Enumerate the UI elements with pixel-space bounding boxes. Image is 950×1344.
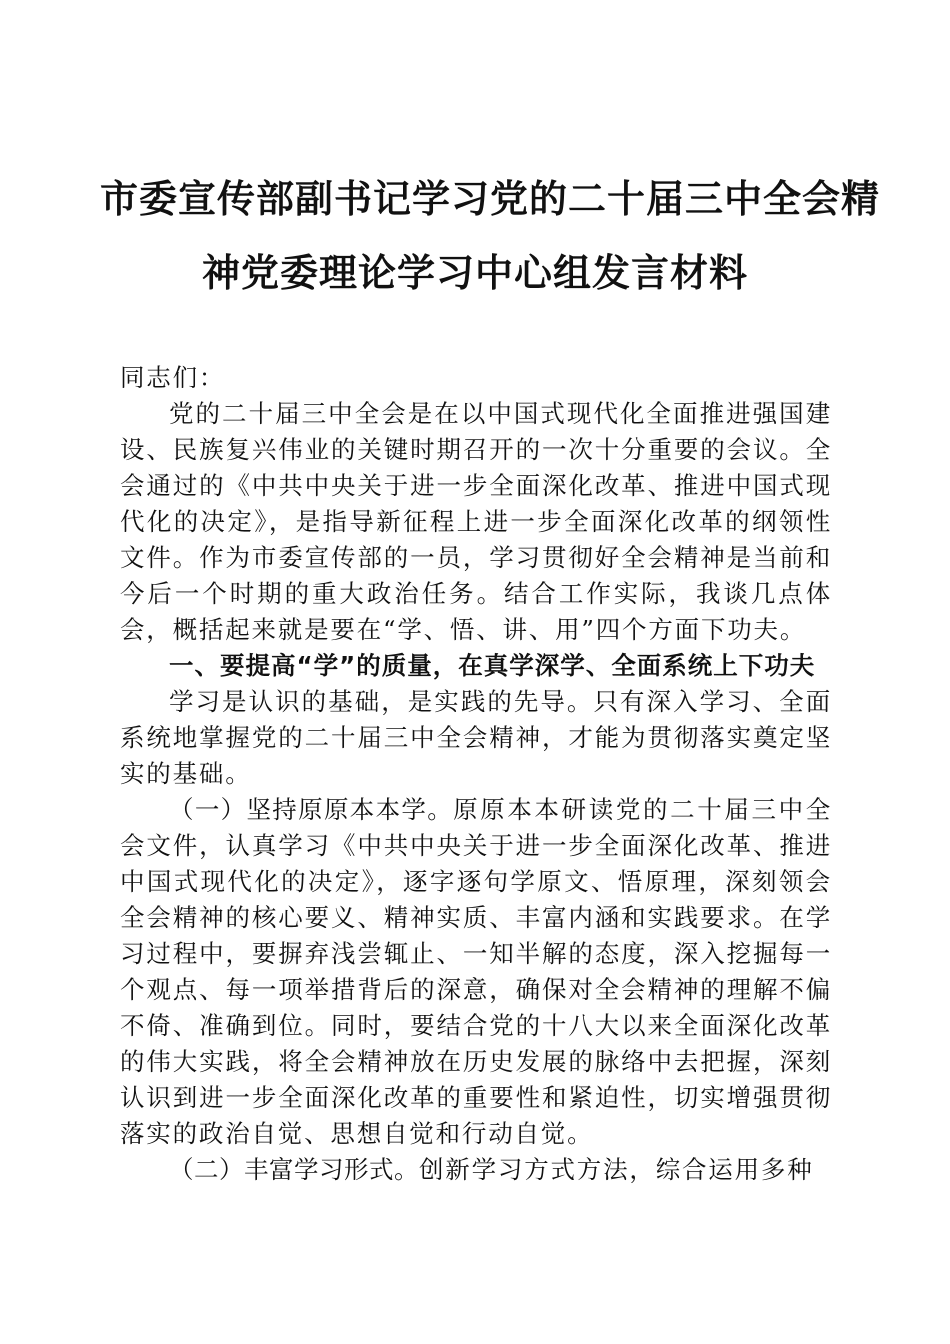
salutation: 同志们： [120,363,226,392]
item-1-text: 原原本本研读党的二十届三中全会文件，认真学习《中共中央关于进一步全面深化改革、推进中国式现代化的决定》，逐字逐句学原文、悟原理，深刻领会全会精神的核心要义、精神实质、丰富内涵和实践要求。在学习过程中，要摒弃浅尝辄止、一知半解的态度，深入挖掘每一个观点、每一项举措背后的深意，确保对全会精神的理解不偏不倚、准确到位。同时，要结合党的十八大以来全面深化改革的伟大实践，将全会精神放在历史发展的脉络中去把握，深刻认识到进一步全面深化改革的重要性和紧迫性，切实增强贯彻落实的政治自觉、思想自觉和行动自觉。 [120,795,832,1148]
section-1-intro-paragraph: 学习是认识的基础，是实践的先导。只有深入学习、全面系统地掌握党的二十届三中全会精神，才能为贯彻落实奠定坚实的基础。 [120,687,832,788]
item-2-heading: （二）丰富学习形式。 [169,1155,419,1184]
document-body [120,360,832,1188]
item-1-paragraph [120,792,832,1152]
item-2-paragraph [120,1152,832,1188]
item-2-text: 创新学习方式方法，综合运用多种 [419,1155,814,1184]
document-title-line-1: 市委宣传部副书记学习党的二十届三中全会精 [100,176,881,221]
section-1-heading: 一、要提高“学”的质量，在真学深学、全面系统上下功夫 [169,651,816,680]
document-title-line-2: 神党委理论学习中心组发言材料 [201,250,748,295]
intro-paragraph: 党的二十届三中全会是在以中国式现代化全面推进强国建设、民族复兴伟业的关键时期召开的一次十分重要的会议。全会通过的《中共中央关于进一步全面深化改革、推进中国式现代化的决定》，是指导新征程上进一步全面深化改革的纲领性文件。作为市委宣传部的一员，学习贯彻好全会精神是当前和今后一个时期的重大政治任务。结合工作实际，我谈几点体会，概括起来就是要在“学、悟、讲、用”四个方面下功夫。 [120,399,832,644]
item-1-heading: （一）坚持原原本本学。 [169,795,454,824]
